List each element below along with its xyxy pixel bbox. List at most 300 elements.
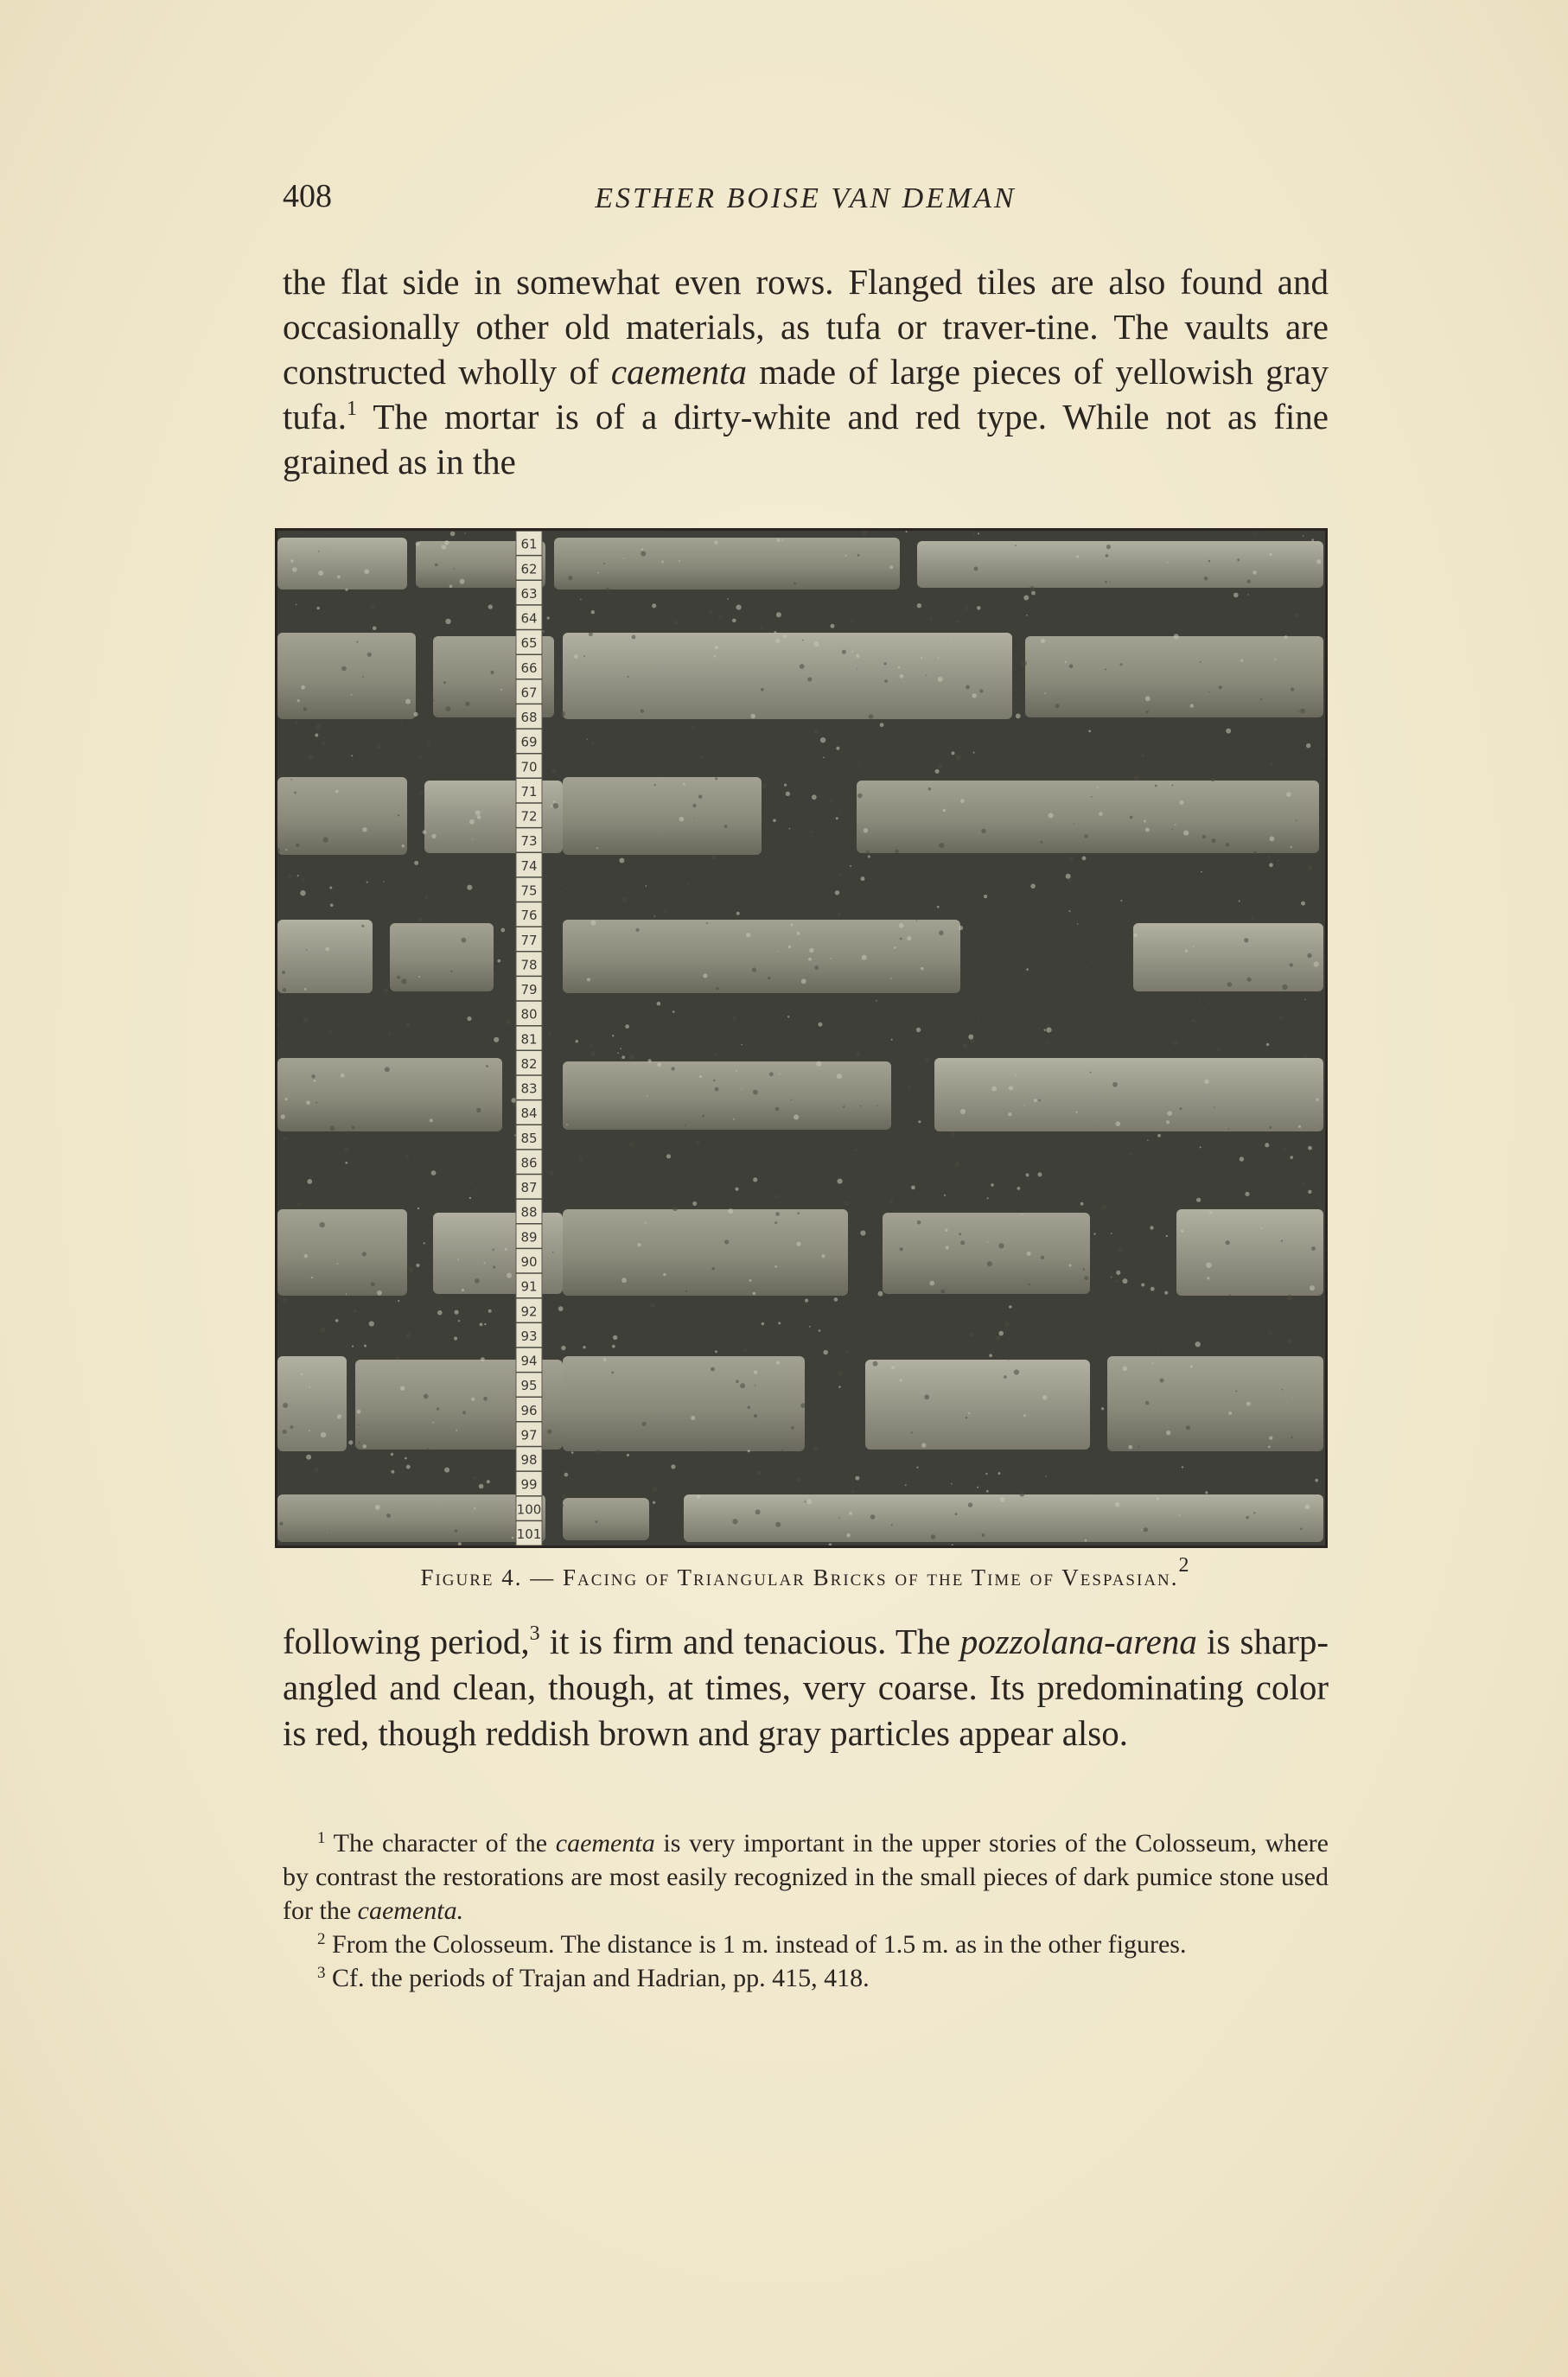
texture-speck <box>776 612 781 617</box>
texture-speck <box>1157 1354 1159 1355</box>
texture-speck <box>807 677 812 681</box>
texture-speck <box>505 1248 507 1251</box>
texture-speck <box>1099 812 1103 816</box>
brick <box>563 777 762 855</box>
texture-speck <box>329 887 332 889</box>
tape-number: 92 <box>520 1303 538 1320</box>
texture-speck <box>290 779 292 781</box>
tape-number: 95 <box>520 1378 538 1394</box>
texture-speck <box>590 921 596 926</box>
texture-speck <box>1214 1107 1215 1109</box>
texture-speck <box>1278 1016 1283 1020</box>
texture-speck <box>1134 934 1138 937</box>
texture-speck <box>301 685 305 690</box>
texture-speck <box>647 1095 648 1097</box>
texture-speck <box>838 913 841 916</box>
texture-speck <box>889 565 893 569</box>
texture-speck <box>646 885 647 887</box>
texture-speck <box>981 829 985 833</box>
texture-speck <box>1167 562 1168 563</box>
texture-speck <box>861 876 865 881</box>
texture-speck <box>566 1124 568 1125</box>
texture-speck <box>1204 1080 1208 1084</box>
texture-speck <box>955 1513 958 1515</box>
texture-speck <box>926 675 927 676</box>
texture-speck <box>776 1361 780 1364</box>
texture-speck <box>1021 1214 1023 1215</box>
footnote-mark: 3 <box>317 1964 326 1982</box>
texture-speck <box>928 787 932 791</box>
brick <box>277 633 416 719</box>
texture-speck <box>845 1201 848 1205</box>
texture-speck <box>691 1416 695 1420</box>
texture-speck <box>851 1490 854 1493</box>
texture-speck <box>304 1254 308 1258</box>
texture-speck <box>683 783 685 786</box>
texture-speck <box>1048 1042 1050 1044</box>
texture-speck <box>283 1137 286 1140</box>
texture-speck <box>325 947 329 952</box>
texture-speck <box>373 627 377 631</box>
texture-speck <box>1228 1412 1232 1415</box>
texture-speck <box>843 1106 845 1107</box>
tape-number: 62 <box>520 561 538 577</box>
texture-speck <box>289 1330 290 1332</box>
texture-speck <box>1026 615 1028 616</box>
texture-speck <box>959 1233 961 1235</box>
texture-speck <box>307 1179 312 1184</box>
texture-speck <box>1009 1305 1012 1309</box>
tape-number: 63 <box>520 585 538 602</box>
texture-speck <box>603 1358 607 1361</box>
texture-speck <box>652 1487 657 1492</box>
texture-speck <box>754 1370 758 1374</box>
texture-speck <box>1080 1202 1084 1206</box>
texture-speck <box>711 855 717 860</box>
texture-speck <box>364 1345 367 1348</box>
texture-speck <box>1090 1072 1092 1074</box>
texture-speck <box>483 1397 488 1401</box>
texture-speck <box>830 958 832 959</box>
texture-speck <box>443 681 446 684</box>
texture-speck <box>405 1457 407 1460</box>
tape-number: 100 <box>516 1501 542 1518</box>
texture-speck <box>753 1292 756 1296</box>
texture-speck <box>1038 1172 1042 1176</box>
texture-speck <box>1206 1263 1211 1268</box>
brick <box>1025 636 1323 717</box>
texture-speck <box>316 1102 317 1104</box>
texture-speck <box>945 1229 947 1232</box>
texture-speck <box>788 946 792 949</box>
texture-speck <box>960 1240 965 1245</box>
texture-speck <box>673 1353 675 1354</box>
texture-speck <box>898 666 901 669</box>
texture-speck <box>1066 874 1071 879</box>
texture-speck <box>1305 1504 1310 1509</box>
texture-speck <box>921 967 924 971</box>
texture-speck <box>1298 1125 1301 1128</box>
texture-speck <box>481 1357 485 1361</box>
texture-speck <box>344 890 346 892</box>
texture-speck <box>1208 560 1211 563</box>
texture-speck <box>475 1278 480 1284</box>
texture-speck <box>1012 1035 1014 1036</box>
texture-speck <box>1310 1285 1315 1290</box>
footnote-1 <box>283 1826 1329 1928</box>
texture-speck <box>1164 1291 1168 1295</box>
texture-speck <box>423 830 427 834</box>
footnote-3 <box>283 1961 1329 1995</box>
texture-speck <box>1296 863 1297 864</box>
texture-speck <box>812 774 813 775</box>
texture-speck <box>430 1118 433 1122</box>
texture-speck <box>1116 1121 1121 1126</box>
texture-speck <box>391 1453 393 1456</box>
texture-speck <box>850 619 854 623</box>
texture-speck <box>672 1207 678 1212</box>
texture-speck <box>472 838 473 839</box>
texture-speck <box>358 1424 360 1426</box>
texture-speck <box>553 800 556 803</box>
texture-speck <box>465 702 469 706</box>
tape-number: 78 <box>520 957 538 973</box>
texture-speck <box>1229 1294 1231 1296</box>
tape-number: 74 <box>520 857 538 874</box>
texture-speck <box>444 1468 449 1473</box>
texture-speck <box>303 1017 308 1022</box>
texture-speck <box>814 641 819 647</box>
page-header <box>283 177 1329 229</box>
tape-number: 90 <box>520 1254 538 1270</box>
texture-speck <box>462 938 467 943</box>
texture-speck <box>860 1230 865 1235</box>
texture-speck <box>781 1450 783 1451</box>
texture-speck <box>1082 857 1087 861</box>
texture-speck <box>845 555 847 557</box>
texture-speck <box>1015 545 1017 546</box>
texture-speck <box>1119 1249 1123 1253</box>
texture-speck <box>1014 1369 1019 1374</box>
texture-speck <box>736 1070 737 1072</box>
texture-speck <box>820 737 825 742</box>
texture-speck <box>552 768 557 773</box>
texture-speck <box>418 976 420 978</box>
texture-speck <box>457 1259 459 1260</box>
texture-speck <box>328 1030 332 1034</box>
tape-number: 98 <box>520 1452 538 1469</box>
texture-speck <box>685 1290 687 1292</box>
texture-speck <box>971 1039 974 1042</box>
brick <box>277 1356 347 1451</box>
texture-speck <box>1093 1233 1095 1235</box>
texture-speck <box>362 1444 367 1449</box>
texture-speck <box>891 1366 895 1369</box>
texture-speck <box>1271 763 1273 766</box>
texture-speck <box>916 1467 918 1469</box>
texture-speck <box>916 1028 921 1032</box>
texture-speck <box>435 564 438 567</box>
texture-speck <box>1101 1205 1106 1210</box>
texture-speck <box>884 662 887 665</box>
texture-speck <box>842 650 846 654</box>
texture-speck <box>1027 1252 1031 1256</box>
texture-speck <box>899 923 904 928</box>
texture-speck <box>791 762 792 763</box>
brick <box>1133 923 1323 991</box>
texture-speck <box>1138 1446 1139 1448</box>
texture-speck <box>698 795 702 799</box>
texture-speck <box>724 1239 729 1244</box>
texture-speck <box>450 532 456 537</box>
texture-speck <box>301 1373 303 1375</box>
texture-speck <box>791 1426 794 1430</box>
texture-speck <box>1226 729 1231 734</box>
texture-speck <box>284 727 285 728</box>
texture-speck <box>814 730 819 735</box>
texture-speck <box>397 754 398 755</box>
text-segment: the flat side in somewhat even rows. Flanged tiles are also found and occasionally other old materials, as tufa or traver-tine. The vaults are constructed wholly of <box>283 262 1329 392</box>
texture-speck <box>661 561 664 564</box>
texture-speck <box>625 1024 629 1029</box>
texture-speck <box>800 1403 806 1408</box>
texture-speck <box>553 803 558 808</box>
texture-speck <box>1029 586 1035 591</box>
texture-speck <box>1252 570 1257 575</box>
tape-number: 80 <box>520 1006 538 1023</box>
tape-number: 64 <box>520 610 538 627</box>
texture-speck <box>642 1422 647 1426</box>
texture-speck <box>629 1055 634 1060</box>
texture-speck <box>674 621 678 624</box>
texture-speck <box>408 1267 413 1272</box>
tape-number: 96 <box>520 1402 538 1418</box>
texture-speck <box>700 756 703 759</box>
texture-speck <box>1130 816 1133 819</box>
texture-speck <box>1023 972 1026 975</box>
texture-speck <box>1290 1156 1293 1159</box>
texture-speck <box>1287 895 1289 896</box>
texture-speck <box>1251 917 1253 920</box>
texture-speck <box>1307 953 1311 958</box>
texture-speck <box>984 895 987 898</box>
texture-speck <box>1306 743 1310 748</box>
texture-speck <box>367 653 372 657</box>
texture-speck <box>635 928 639 932</box>
texture-speck <box>1010 1205 1012 1207</box>
texture-speck <box>807 1499 813 1504</box>
texture-speck <box>1022 660 1027 666</box>
texture-speck <box>1000 1497 1005 1502</box>
texture-speck <box>1112 1082 1118 1087</box>
texture-speck <box>494 973 495 975</box>
texture-speck <box>715 1350 717 1353</box>
brick <box>277 920 373 993</box>
texture-speck <box>303 708 307 711</box>
texture-speck <box>1239 901 1240 902</box>
texture-speck <box>836 817 838 819</box>
texture-speck <box>991 1087 997 1092</box>
texture-speck <box>1049 813 1054 818</box>
texture-speck <box>744 1349 747 1352</box>
texture-speck <box>1123 1367 1127 1371</box>
texture-speck <box>720 883 722 884</box>
texture-speck <box>1196 1198 1201 1202</box>
texture-speck <box>741 1088 742 1089</box>
texture-speck <box>753 1090 758 1095</box>
texture-speck <box>1134 775 1139 781</box>
texture-speck <box>455 1310 459 1315</box>
texture-speck <box>1226 843 1229 846</box>
texture-speck <box>1155 785 1157 787</box>
texture-speck <box>315 1468 319 1472</box>
texture-speck <box>638 1169 640 1171</box>
texture-speck <box>966 1036 967 1038</box>
texture-speck <box>851 651 853 653</box>
texture-speck <box>311 1277 313 1278</box>
texture-speck <box>794 1114 799 1119</box>
texture-speck <box>959 926 963 930</box>
texture-speck <box>715 646 718 649</box>
texture-speck <box>715 1087 719 1092</box>
texture-speck <box>1316 559 1321 564</box>
texture-speck <box>978 1018 979 1020</box>
texture-speck <box>329 532 331 534</box>
texture-speck <box>960 1109 966 1114</box>
brick <box>554 538 900 589</box>
texture-speck <box>968 1502 972 1507</box>
texture-speck <box>878 1291 883 1297</box>
texture-speck <box>752 967 756 972</box>
texture-speck <box>314 1080 316 1082</box>
texture-speck <box>1193 946 1195 947</box>
texture-speck <box>385 1067 390 1072</box>
texture-speck <box>306 949 308 951</box>
texture-speck <box>1118 948 1119 950</box>
tape-number: 66 <box>520 660 538 676</box>
tape-number: 87 <box>520 1180 538 1196</box>
brick <box>563 1356 805 1451</box>
texture-speck <box>1240 660 1243 662</box>
texture-speck <box>679 817 685 822</box>
texture-speck <box>715 777 717 780</box>
texture-speck <box>480 1322 483 1326</box>
texture-speck <box>295 721 298 724</box>
texture-speck <box>1277 859 1279 862</box>
texture-speck <box>458 1320 460 1322</box>
texture-speck <box>1200 661 1201 663</box>
texture-speck <box>1246 1516 1248 1519</box>
texture-speck <box>1152 1362 1154 1364</box>
texture-speck <box>1106 1259 1107 1260</box>
italic-term: caementa <box>610 352 747 392</box>
texture-speck <box>1227 982 1233 987</box>
texture-speck <box>621 1278 627 1283</box>
texture-speck <box>641 548 644 551</box>
texture-speck <box>900 674 904 679</box>
texture-speck <box>1106 554 1109 558</box>
texture-speck <box>663 1273 666 1276</box>
texture-speck <box>736 912 740 915</box>
texture-speck <box>1265 1143 1269 1147</box>
texture-speck <box>455 1529 458 1533</box>
texture-speck <box>1088 730 1091 733</box>
texture-speck <box>713 1080 715 1081</box>
texture-speck <box>1208 1002 1211 1004</box>
texture-speck <box>819 1329 821 1332</box>
texture-speck <box>884 679 888 683</box>
texture-speck <box>963 1043 968 1048</box>
texture-speck <box>547 1031 551 1036</box>
texture-speck <box>467 1016 471 1021</box>
texture-speck <box>1209 1211 1212 1214</box>
italic-term: caementa <box>555 1829 655 1858</box>
texture-speck <box>753 1177 757 1182</box>
texture-speck <box>1065 661 1067 663</box>
texture-speck <box>1314 961 1319 966</box>
texture-speck <box>362 676 364 678</box>
tape-number: 70 <box>520 759 538 775</box>
texture-speck <box>809 948 813 953</box>
texture-speck <box>317 607 320 609</box>
texture-speck <box>469 1197 471 1199</box>
texture-speck <box>686 883 689 886</box>
texture-speck <box>1233 593 1239 598</box>
texture-speck <box>1015 1074 1017 1076</box>
texture-speck <box>652 603 656 608</box>
texture-speck <box>1160 1379 1164 1383</box>
texture-speck <box>412 1322 414 1323</box>
texture-speck <box>1004 746 1007 749</box>
texture-speck <box>937 906 940 908</box>
texture-speck <box>547 616 550 619</box>
texture-speck <box>376 744 380 749</box>
texture-speck <box>406 1465 411 1469</box>
texture-speck <box>543 1011 545 1013</box>
texture-speck <box>1316 1099 1319 1102</box>
texture-speck <box>972 693 977 698</box>
texture-speck <box>1020 1492 1024 1496</box>
texture-speck <box>791 1099 793 1101</box>
texture-speck <box>1211 777 1215 781</box>
texture-speck <box>454 568 456 570</box>
texture-speck <box>951 1483 953 1485</box>
texture-speck <box>982 1533 985 1537</box>
texture-speck <box>816 1061 821 1067</box>
tape-number: 67 <box>520 685 538 701</box>
texture-speck <box>400 1386 405 1391</box>
texture-speck <box>838 813 841 815</box>
brick <box>563 633 1012 719</box>
texture-speck <box>788 1164 790 1166</box>
texture-speck <box>500 928 505 933</box>
texture-speck <box>424 1394 429 1399</box>
texture-speck <box>714 655 717 658</box>
tape-number: 101 <box>516 1526 542 1542</box>
texture-speck <box>309 1430 310 1431</box>
page-number: 408 <box>283 178 332 214</box>
texture-speck <box>805 1501 806 1502</box>
texture-speck <box>1044 1029 1046 1031</box>
texture-speck <box>304 988 307 991</box>
texture-speck <box>1269 863 1273 867</box>
texture-speck <box>654 915 655 916</box>
texture-speck <box>1147 1140 1148 1141</box>
texture-speck <box>473 1475 477 1480</box>
texture-speck <box>1266 1043 1269 1046</box>
texture-speck <box>574 654 578 659</box>
texture-speck <box>664 910 667 914</box>
